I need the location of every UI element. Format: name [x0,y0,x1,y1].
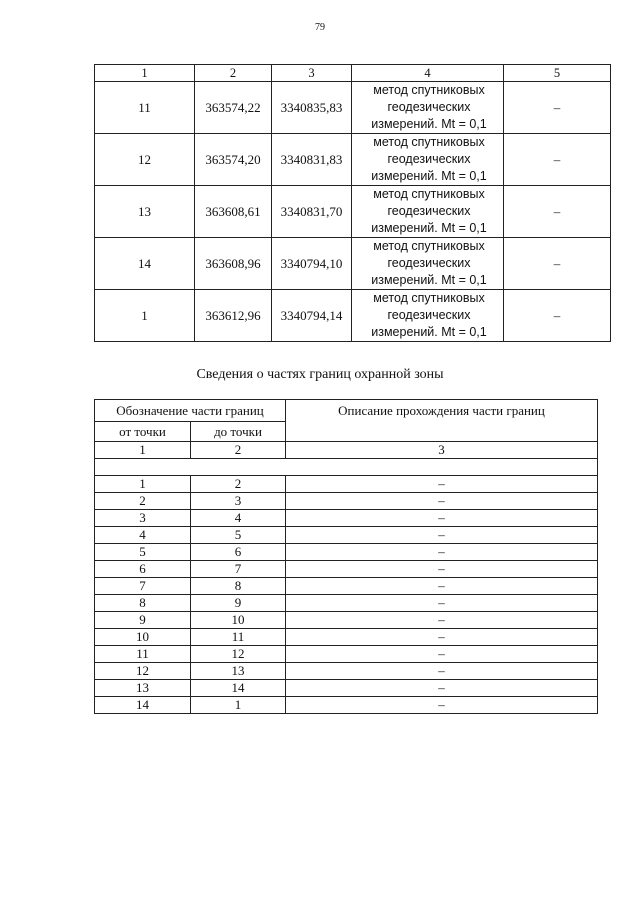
segment-row [95,527,598,544]
coordinates-header-row [95,65,611,82]
x-coordinate: 363608,96 [195,238,272,290]
y-coordinate: 3340835,83 [272,82,352,134]
to-point: 2 [191,476,286,493]
designation-header: Обозначение части границ [95,400,286,422]
from-point: 3 [95,510,191,527]
method-line: измерений. Mt = 0,1 [371,117,487,131]
column-number: 3 [272,65,352,82]
to-point: 13 [191,663,286,680]
segment-row [95,561,598,578]
from-point: 9 [95,612,191,629]
segment-row [95,476,598,493]
segment-row [95,646,598,663]
note-cell: – [504,82,611,134]
from-point: 10 [95,629,191,646]
to-point: 9 [191,595,286,612]
segment-row [95,595,598,612]
to-point: 7 [191,561,286,578]
point-number: 12 [95,134,195,186]
segment-row [95,578,598,595]
method-line: геодезических [387,256,471,270]
segment-row [95,629,598,646]
x-coordinate: 363612,96 [195,290,272,342]
from-point: 11 [95,646,191,663]
segment-description: – [286,629,598,646]
method-line: метод спутниковых [373,135,485,149]
from-point: 8 [95,595,191,612]
from-point-header: от точки [95,422,191,442]
method-line: метод спутниковых [373,239,485,253]
from-point: 6 [95,561,191,578]
segment-description: – [286,612,598,629]
to-point-header: до точки [191,422,286,442]
coordinate-row [95,134,611,186]
point-number: 11 [95,82,195,134]
parts-header-row [95,400,598,422]
to-point: 5 [191,527,286,544]
segment-description: – [286,595,598,612]
note-cell: – [504,290,611,342]
to-point: 3 [191,493,286,510]
segment-description: – [286,544,598,561]
point-number: 13 [95,186,195,238]
method-cell [352,186,504,238]
to-point: 10 [191,612,286,629]
coordinate-row [95,186,611,238]
method-line: измерений. Mt = 0,1 [371,221,487,235]
x-coordinate: 363574,20 [195,134,272,186]
method-line: измерений. Mt = 0,1 [371,273,487,287]
segment-row [95,697,598,714]
method-line: геодезических [387,100,471,114]
to-point: 6 [191,544,286,561]
column-number: 3 [286,442,598,459]
column-number: 2 [191,442,286,459]
to-point: 1 [191,697,286,714]
column-number: 1 [95,65,195,82]
blank-row [95,459,598,476]
from-point: 13 [95,680,191,697]
from-point: 1 [95,476,191,493]
from-point: 12 [95,663,191,680]
to-point: 14 [191,680,286,697]
coordinates-table [94,64,611,342]
y-coordinate: 3340794,14 [272,290,352,342]
point-number: 14 [95,238,195,290]
segment-row [95,612,598,629]
from-point: 5 [95,544,191,561]
method-line: геодезических [387,308,471,322]
from-point: 2 [95,493,191,510]
method-line: геодезических [387,152,471,166]
note-cell: – [504,186,611,238]
segment-row [95,544,598,561]
method-cell [352,134,504,186]
method-cell [352,238,504,290]
page-number: 79 [315,22,325,33]
segment-row [95,510,598,527]
method-line: метод спутниковых [373,187,485,201]
method-line: измерений. Mt = 0,1 [371,325,487,339]
segment-description: – [286,527,598,544]
segment-description: – [286,680,598,697]
segment-description: – [286,510,598,527]
from-point: 14 [95,697,191,714]
y-coordinate: 3340831,70 [272,186,352,238]
y-coordinate: 3340831,83 [272,134,352,186]
x-coordinate: 363574,22 [195,82,272,134]
column-number: 1 [95,442,191,459]
note-cell: – [504,238,611,290]
segment-description: – [286,697,598,714]
to-point: 8 [191,578,286,595]
blank-cell [95,459,598,476]
segment-description: – [286,663,598,680]
coordinate-row [95,238,611,290]
segment-description: – [286,646,598,663]
x-coordinate: 363608,61 [195,186,272,238]
column-number: 5 [504,65,611,82]
method-line: измерений. Mt = 0,1 [371,169,487,183]
method-cell [352,290,504,342]
boundary-parts-table [94,399,598,714]
from-point: 4 [95,527,191,544]
method-line: метод спутниковых [373,83,485,97]
column-number: 4 [352,65,504,82]
to-point: 11 [191,629,286,646]
method-cell [352,82,504,134]
segment-description: – [286,578,598,595]
note-cell: – [504,134,611,186]
point-number: 1 [95,290,195,342]
from-point: 7 [95,578,191,595]
section-title: Сведения о частях границ охранной зоны [196,367,444,382]
segment-row [95,493,598,510]
coordinate-row [95,82,611,134]
method-line: метод спутниковых [373,291,485,305]
segment-description: – [286,561,598,578]
column-numbers-row [95,442,598,459]
coordinate-row [95,290,611,342]
segment-description: – [286,493,598,510]
column-number: 2 [195,65,272,82]
to-point: 12 [191,646,286,663]
description-header: Описание прохождения части границ [286,400,598,442]
method-line: геодезических [387,204,471,218]
segment-description: – [286,476,598,493]
y-coordinate: 3340794,10 [272,238,352,290]
segment-row [95,663,598,680]
segment-row [95,680,598,697]
to-point: 4 [191,510,286,527]
